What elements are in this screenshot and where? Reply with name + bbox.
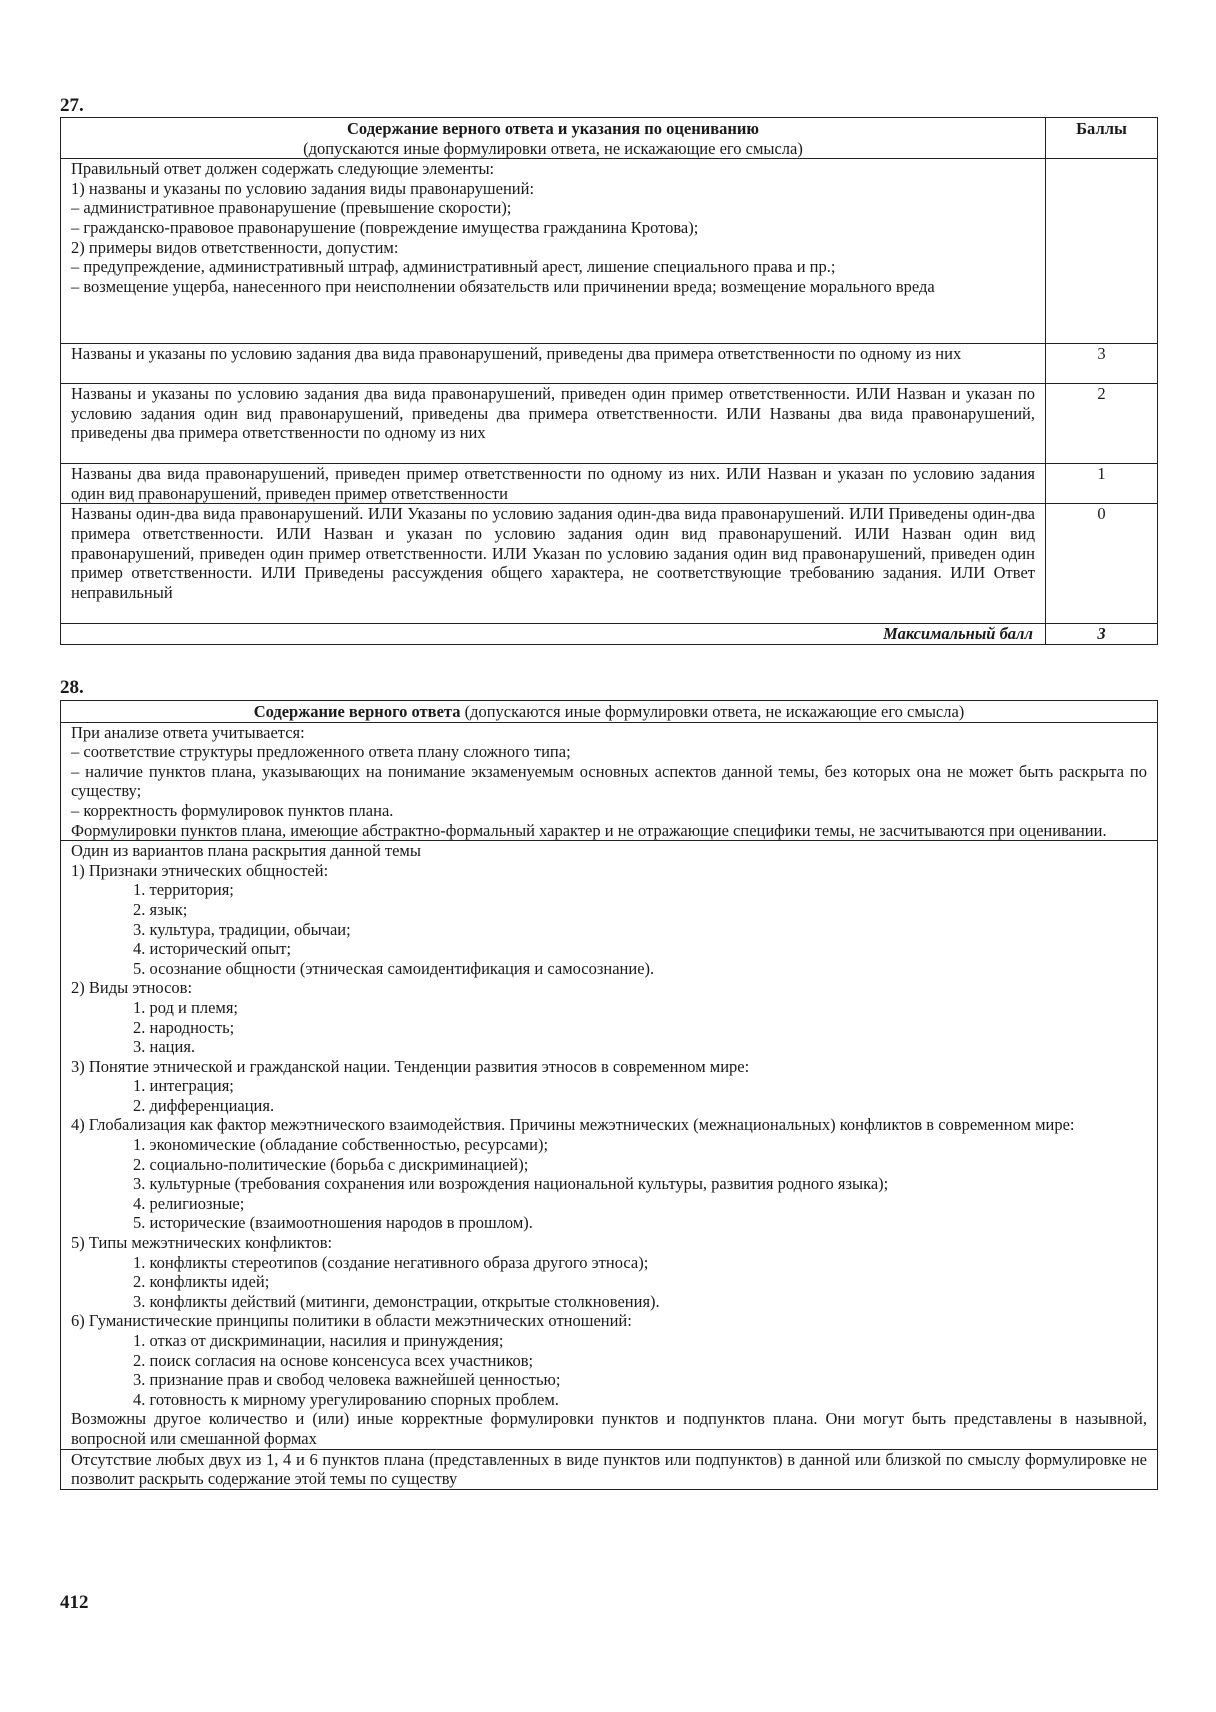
q28-analysis-line: Формулировки пунктов плана, имеющие абстрактно-формальный характер и не отражающие специфики темы, не засчитываются при оценивании.: [71, 820, 1107, 840]
q28-final-row: [61, 1449, 1158, 1489]
q27-criterion-points: 0: [1046, 504, 1158, 624]
q28-analysis-row: [61, 722, 1158, 841]
q27-points-header: Баллы: [1046, 118, 1158, 159]
q27-criterion-points: 3: [1046, 344, 1158, 384]
q28-plan-subitem: 5. исторические (взаимоотношения народов в прошлом).: [133, 1213, 533, 1233]
q28-plan-subitem: 1. отказ от дискриминации, насилия и принуждения;: [133, 1331, 504, 1350]
q27-answer-row: [61, 159, 1158, 344]
q28-analysis-cell: [61, 722, 1158, 841]
q28-plan-intro: Один из вариантов плана раскрытия данной темы: [71, 841, 421, 861]
q28-plan-subitem: 1. род и племя;: [133, 997, 239, 1017]
q28-header-row: [61, 701, 1158, 723]
q28-plan-subitem: 4. религиозные;: [133, 1193, 245, 1213]
q27-content-title: Содержание верного ответа и указания по оцениванию: [347, 119, 759, 138]
q28-plan-section-title: 6) Гуманистические принципы политики в области межэтнических отношений:: [71, 1311, 632, 1331]
q28-plan-subitem: 3. культура, традиции, обычаи;: [133, 919, 351, 939]
q27-header-row: [61, 118, 1158, 159]
q28-plan-subitem: 2. социально-политические (борьба с дискриминацией);: [133, 1154, 529, 1174]
q28-plan-cell: [61, 841, 1158, 1449]
q27-criterion-row: [61, 384, 1158, 464]
q28-answer-table: [60, 700, 1158, 1490]
q28-plan-subitem: 1. конфликты стереотипов (создание негативного образа другого этноса);: [133, 1252, 649, 1272]
q28-plan-subitem: 3. нация.: [133, 1037, 196, 1057]
q28-plan-subitem: 1. интеграция;: [133, 1076, 234, 1096]
q28-header-title: Содержание верного ответа: [253, 702, 461, 721]
q27-criterion-text: Названы два вида правонарушений, приведен пример ответственности по одному из них. ИЛИ Назван и указан по условию задания один вид правонарушений, приведен пример ответственности: [61, 464, 1046, 504]
page-number: 412: [60, 1592, 89, 1613]
q28-header: [61, 701, 1158, 723]
q28-plan-section-title: 3) Понятие этнической и гражданской нации. Тенденции развития этносов в современном мире:: [71, 1056, 750, 1076]
q28-header-note: (допускаются иные формулировки ответа, не искажающие его смысла): [460, 702, 965, 721]
q27-criterion-row: [61, 344, 1158, 384]
q27-criterion-text: Названы один-два вида правонарушений. ИЛИ Указаны по условию задания один-два вида правонарушений. ИЛИ Приведены один-два примера ответственности. ИЛИ Назван и указан по условию задания один вид правонарушений. ИЛИ Назван один вид правонарушений, приведен один пример ответственности. ИЛИ Указан по условию задания один вид правонарушений, приведен один пример ответственности. ИЛИ Приведены рассуждения общего характера, не соответствующие требованию задания. ИЛИ Ответ неправильный: [61, 504, 1046, 624]
q28-plan-subitem: 1. экономические (обладание собственностью, ресурсами);: [133, 1135, 549, 1155]
q27-criterion-row: [61, 464, 1158, 504]
q28-plan-section-title: 1) Признаки этнических общностей:: [71, 860, 329, 880]
q28-plan-subitem: 3. конфликты действий (митинги, демонстрации, открытые столкновения).: [133, 1291, 660, 1311]
q27-answer-line: – административное правонарушение (превышение скорости);: [71, 198, 512, 218]
q27-answer-points-cell: [1046, 159, 1158, 344]
q27-max-points: 3: [1046, 624, 1158, 645]
q27-scoring-table: [60, 117, 1158, 645]
q28-plan-subitem: 2. язык;: [133, 899, 188, 919]
q28-analysis-line: – соответствие структуры предложенного ответа плану сложного типа;: [71, 742, 571, 762]
q28-plan-subitem: 3. признание прав и свобод человека важнейшей ценностью;: [133, 1370, 561, 1390]
q28-plan-subitem: 3. культурные (требования сохранения или возрождения национальной культуры, развития родного языка);: [133, 1174, 889, 1194]
q28-plan-subitem: 2. дифференциация.: [133, 1095, 275, 1115]
q27-criterion-text: Названы и указаны по условию задания два вида правонарушений, приведены два примера ответственности по одному из них: [61, 344, 1046, 384]
question-27-number: 27.: [60, 95, 84, 116]
q28-analysis-line: – наличие пунктов плана, указывающих на понимание экзаменуемым основных аспектов данной темы, без которых она не может быть раскрыта по существу;: [71, 761, 1147, 801]
q28-plan-subitem: 5. осознание общности (этническая самоидентификация и самосознание).: [133, 958, 655, 978]
q28-analysis-line: – корректность формулировок пунктов плана.: [71, 800, 394, 820]
q27-criterion-row: [61, 504, 1158, 624]
q27-content-header: [61, 118, 1046, 159]
q27-answer-line: – гражданско-правовое правонарушение (повреждение имущества гражданина Кротова);: [71, 217, 699, 237]
q27-criterion-points: 2: [1046, 384, 1158, 464]
q27-max-row: [61, 624, 1158, 645]
q28-plan-subitem: 4. исторический опыт;: [133, 939, 292, 959]
q28-plan-row: [61, 841, 1158, 1449]
q28-plan-section-title: 2) Виды этносов:: [71, 978, 193, 998]
q28-plan-subitem: 4. готовность к мирному урегулированию спорных проблем.: [133, 1389, 559, 1409]
q28-plan-subitem: 1. территория;: [133, 880, 234, 900]
q28-plan-subitem: 2. конфликты идей;: [133, 1272, 270, 1292]
q27-criterion-text: Названы и указаны по условию задания два вида правонарушений, приведен один пример ответственности. ИЛИ Назван и указан по условию задания один вид правонарушений, приведены два примера ответственности. ИЛИ Названы два вида правонарушений, приведены два примера ответственности по одному из них: [61, 384, 1046, 464]
q28-plan-section-title: 4) Глобализация как фактор межэтнического взаимодействия. Причины межэтнических (межнациональных) конфликтов в современном мире:: [71, 1115, 1075, 1135]
q27-answer-line: – возмещение ущерба, нанесенного при неисполнении обязательств или причинении вреда; возмещение морального вреда: [71, 276, 935, 296]
q28-plan-subitem: 2. народность;: [133, 1017, 235, 1037]
q27-answer-line: 2) примеры видов ответственности, допустим:: [71, 237, 399, 257]
q28-analysis-line: При анализе ответа учитывается:: [71, 722, 305, 742]
q27-answer-cell: [61, 159, 1046, 344]
q27-max-label: Максимальный балл: [61, 624, 1046, 645]
q28-plan-section-title: 5) Типы межэтнических конфликтов:: [71, 1233, 333, 1253]
q28-final-note: Отсутствие любых двух из 1, 4 и 6 пунктов плана (представленных в виде пунктов или подпунктов) в данной или близкой по смыслу формулировке не позволит раскрыть содержание этой темы по существу: [61, 1449, 1158, 1489]
question-28-number: 28.: [60, 677, 84, 698]
q27-criterion-points: 1: [1046, 464, 1158, 504]
q28-plan-outro: Возможны другое количество и (или) иные корректные формулировки пунктов и подпунктов плана. Они могут быть представлены в назывной, вопросной или смешанной формах: [71, 1409, 1147, 1448]
q27-content-note: (допускаются иные формулировки ответа, не искажающие его смысла): [303, 138, 803, 158]
q27-answer-line: 1) названы и указаны по условию задания виды правонарушений:: [71, 178, 535, 198]
q27-answer-line: – предупреждение, административный штраф, административный арест, лишение специального права и пр.;: [71, 257, 836, 277]
q27-answer-line: Правильный ответ должен содержать следующие элементы:: [71, 159, 495, 179]
q28-plan-subitem: 2. поиск согласия на основе консенсуса всех участников;: [133, 1350, 534, 1370]
